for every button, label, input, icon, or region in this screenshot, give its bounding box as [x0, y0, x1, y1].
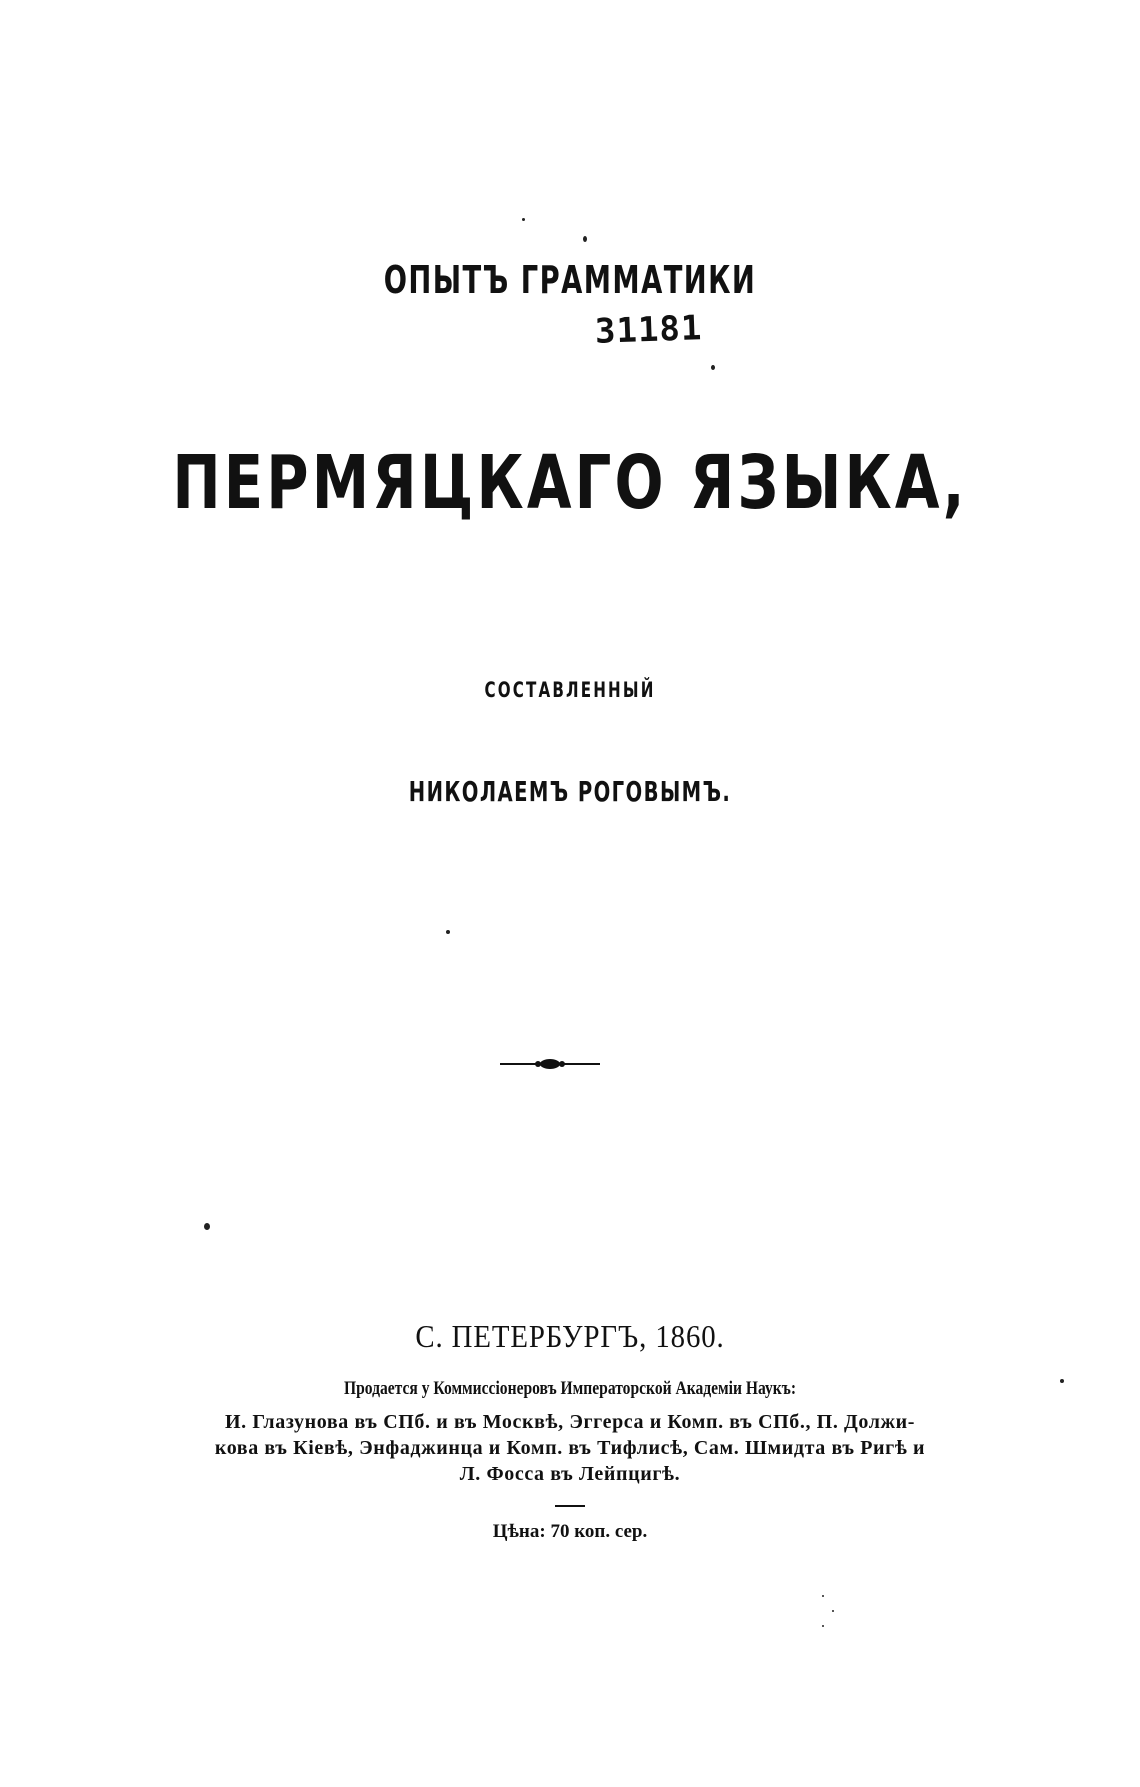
booksellers-line-3: Л. Фосса въ Лейпцигѣ.: [459, 1463, 681, 1485]
scan-speck: [1060, 1379, 1064, 1383]
title-line-1: ОПЫТЪ ГРАММАТИКИ: [383, 258, 757, 302]
booksellers-line-2: кова въ Кіевѣ, Энфаджинца и Комп. въ Тифлисѣ, Сам. Шмидта въ Ригѣ и: [214, 1437, 926, 1459]
scan-speck: [446, 930, 450, 934]
scan-speck: [822, 1625, 824, 1627]
sold-by-line: Продается у Коммиссіонеровъ Императорской Академіи Наукъ:: [343, 1378, 797, 1399]
scan-speck: [822, 1595, 824, 1597]
short-rule: [555, 1505, 585, 1507]
author-name: НИКОЛАЕМЪ РОГОВЫМЪ.: [408, 775, 732, 808]
scan-speck: [583, 236, 587, 242]
library-stamp: 31181: [594, 308, 704, 352]
scan-speck: [832, 1610, 834, 1612]
scan-speck: [522, 218, 525, 221]
title-line-2: ПЕРМЯЦКАГО ЯЗЫКА,: [172, 440, 968, 526]
scan-speck: [711, 365, 715, 370]
booksellers-line-1: И. Глазунова въ СПб. и въ Москвѣ, Эггерса и Комп. въ СПб., П. Должи-: [224, 1411, 916, 1433]
price-line: Цѣна: 70 коп. сер.: [492, 1521, 648, 1542]
imprint-city-year: С. ПЕТЕРБУРГЪ, 1860.: [415, 1318, 725, 1354]
composed-by-label: СОСТАВЛЕННЫЙ: [484, 678, 656, 702]
scan-speck: [204, 1223, 210, 1230]
ornament-divider: [500, 1054, 600, 1074]
